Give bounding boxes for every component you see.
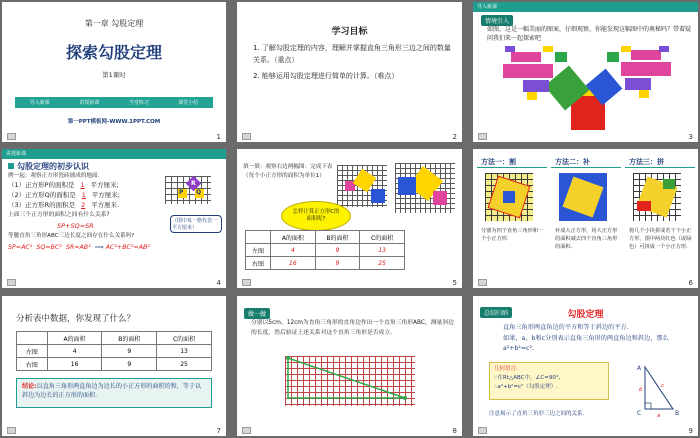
table-header-cell: A的面积 [47, 332, 102, 345]
square-b-right [433, 191, 447, 205]
topic-marker-icon [8, 163, 14, 169]
slide-7[interactable] [2, 296, 226, 436]
pythagoras-tree-image [503, 46, 671, 132]
thought-bubble [281, 201, 351, 231]
slide-number: 1 [216, 133, 221, 141]
goals-heading: 学习目标 [331, 27, 368, 37]
slide-number: 6 [688, 279, 693, 287]
slide-icon [242, 133, 251, 140]
section-label: 讲授新课 [6, 151, 27, 157]
table-row [246, 244, 405, 257]
slide-icon [7, 427, 16, 434]
method-1-figure [485, 173, 533, 221]
step-1[interactable]: 导入新课 [29, 100, 50, 106]
section-bar [473, 2, 698, 12]
method-2-figure [559, 173, 607, 221]
slide-6[interactable] [473, 149, 698, 288]
geometry-box [489, 362, 609, 400]
slide-icon [478, 279, 487, 286]
question-3: （3）正方形R的面积是 2 平方厘米. [8, 201, 120, 209]
right-figure-grid [395, 163, 455, 213]
goal-2: 2. 能够运用勾股定理进行简单的计算。（难点） [253, 72, 399, 80]
theorem-text-2: 如果，a，b和c分别表示直角三角形的两直角边和斜边，那么a²+b²=c². [503, 335, 669, 352]
question-1: （1）正方形P的面积是 1 平方厘米; [8, 181, 119, 189]
table-cell: 25 [157, 358, 212, 371]
step-4[interactable]: 课堂小结 [178, 100, 199, 106]
slide-number: 4 [216, 279, 221, 287]
table-cell: 右图 [246, 257, 271, 270]
left-figure-grid [337, 165, 387, 207]
intro-text: 如图，这是一幅美丽的图案，仔细观察，你能发现这幅图中的奥秘吗？带着疑问我们来一起探索吧 [487, 26, 692, 42]
method-2-panel [551, 157, 621, 282]
grid-note: （图中每一格代表一平方厘米） [170, 215, 222, 233]
section-label: 导入新课 [477, 4, 498, 10]
method-1-desc: 分割为四个直角三角形和一个小正方形. [481, 228, 544, 242]
square-a-right [398, 177, 416, 195]
lesson-label: 第1课时 [102, 71, 126, 79]
footer-text: 第一PPT模板网-WWW.1PPT.COM [67, 119, 161, 125]
section-bar [2, 149, 226, 159]
table-header-row [17, 332, 212, 345]
step-3[interactable]: 当堂练习 [128, 100, 149, 106]
table-header-cell: C的面积 [360, 231, 405, 244]
theorem-text-1: 直角三角形两直角边的平方和等于斜边的平方. [503, 324, 629, 331]
label-q: Q [196, 189, 202, 196]
conclusion-label: 结论: [22, 383, 37, 390]
analysis-table [16, 331, 212, 371]
label-p: P [179, 189, 184, 196]
geometry-line-1: ∵在Rt△ABC中，∠C=90°， [494, 375, 565, 381]
slide-9[interactable] [473, 296, 698, 436]
geometry-label: 几何语言: [494, 366, 518, 372]
method-3-figure [633, 173, 681, 221]
method-2-desc: 补成大正方形，用大正方形的面积减去四个直角三角形的面积. [555, 228, 618, 250]
summary-note: 注意揭示了直角三角形三边之间的关系. [489, 411, 585, 417]
analysis-question: 分析表中数据，你发现了什么？ [16, 314, 136, 324]
table-header-cell: C的面积 [157, 332, 212, 345]
fill-in-intro: 填一填：观察右边两幅图：完成下表（每个小正方形的面积为单位1） [243, 164, 333, 179]
table-cell: 左图 [246, 244, 271, 257]
right-triangle-figure [285, 356, 415, 406]
slide-icon [7, 133, 16, 140]
table-header-cell: A的面积 [271, 231, 316, 244]
intro-tag: 情境引入 [481, 15, 513, 26]
slide-number: 3 [688, 133, 693, 141]
question-4: 上面三个正方形的面积之间有什么关系? [8, 212, 110, 218]
side-label-a: a [657, 413, 661, 419]
vertex-label-a: A [637, 365, 642, 372]
conclusion-box [16, 378, 212, 408]
slide-1[interactable] [2, 2, 226, 142]
table-cell: 左图 [17, 345, 48, 358]
question-2: （2）正方形Q的面积是 1 平方厘米; [8, 191, 120, 199]
method-3-panel [625, 157, 695, 282]
slide-icon [478, 427, 487, 434]
theorem-heading: 勾股定理 [567, 310, 604, 320]
slide-number: 8 [452, 427, 457, 435]
vertex-label-c: C [637, 410, 642, 417]
method-3-desc: 将几个小块拼成若干个小正方形，图中两块红色（或绿色）可拼成一个小正方形. [629, 228, 692, 250]
label-r: R [191, 180, 196, 187]
table-cell: 13 [157, 345, 212, 358]
topic-heading-text: 勾股定理的初步认识 [17, 162, 89, 171]
summary-tag: 总结归纳 [480, 307, 512, 318]
table-row [17, 345, 212, 358]
slide-4[interactable] [2, 149, 226, 288]
step-nav [15, 97, 213, 108]
slide-number: 7 [216, 427, 221, 435]
method-2-title: 方法二：补 [551, 157, 621, 168]
practice-grid [285, 356, 415, 406]
method-3-title: 方法三：拼 [625, 157, 695, 168]
slide-icon [478, 133, 487, 140]
step-2[interactable]: 讲授新课 [79, 100, 100, 106]
slide-2[interactable] [237, 2, 462, 142]
slide-title: 探索勾股定理 [65, 43, 162, 62]
geometry-line-2: ∴a²+b²=c²（勾股定理）. [494, 384, 558, 390]
table-header-cell: B的面积 [102, 332, 157, 345]
conclusion-text: 以直角三角形两直角边为边长的小正方形的面积的和，等于以斜边为边长的正方形的面积. [22, 383, 202, 399]
formula-sum: SP+SQ=SR [57, 222, 94, 230]
table-header-cell: B的面积 [315, 231, 360, 244]
slide-number: 2 [452, 133, 457, 141]
method-1-title: 方法一：割 [477, 157, 547, 168]
table-cell: 25 [360, 257, 405, 270]
table-row [17, 358, 212, 371]
side-label-b: b [639, 387, 643, 393]
table-header-cell [17, 332, 48, 345]
slide-icon [242, 279, 251, 286]
table-cell: 16 [271, 257, 316, 270]
table-cell: 4 [271, 244, 316, 257]
question-5: 等腰直角三角形ABC三边长度之间存在什么关系吗? [8, 233, 135, 239]
table-row [246, 257, 405, 270]
slide-3[interactable] [473, 2, 698, 142]
table-cell: 9 [315, 244, 360, 257]
slide-icon [7, 279, 16, 286]
square-b-left [371, 189, 385, 203]
goal-1: 1. 了解勾股定理的内容，理解并掌握直角三角形三边之间的数量关系。（重点） [253, 44, 451, 64]
example-intro: 例一起：观察正方形瓷砖铺成的地面. [8, 173, 100, 179]
table-cell: 9 [102, 358, 157, 371]
slide-number: 5 [452, 279, 457, 287]
table-header-row [246, 231, 405, 244]
table-cell: 右图 [17, 358, 48, 371]
formula-row: SP=AC² SQ=BC² SR=AB² ⟹ AC²+BC²=AB² [8, 244, 150, 251]
practice-text: 分别以5cm、12cm为直角三角形的直角边作出一个直角三角形ABC，测量斜边的长度，然后验证上述关系对这个直角三角形是否成立. [251, 320, 454, 336]
table-cell: 13 [360, 244, 405, 257]
slide-icon [242, 427, 251, 434]
method-1-panel [477, 157, 547, 282]
side-label-c: c [661, 383, 665, 389]
slide-8[interactable] [237, 296, 462, 436]
chapter-label: 第一章 勾股定理 [84, 19, 144, 28]
practice-tag: 做一做 [244, 308, 270, 319]
thought-bubble-text: 怎样计算正方形C的面积呢? [292, 209, 340, 222]
slide-number: 9 [688, 427, 693, 435]
table-cell: 9 [102, 345, 157, 358]
table-cell: 4 [47, 345, 102, 358]
table-cell: 9 [315, 257, 360, 270]
slide-5[interactable] [237, 149, 462, 288]
vertex-label-b: B [675, 410, 680, 417]
area-table [245, 230, 405, 270]
right-triangle-diagram [633, 361, 683, 419]
topic-heading [8, 161, 89, 172]
table-cell: 16 [47, 358, 102, 371]
tile-grid [165, 176, 211, 204]
table-header-cell [246, 231, 271, 244]
